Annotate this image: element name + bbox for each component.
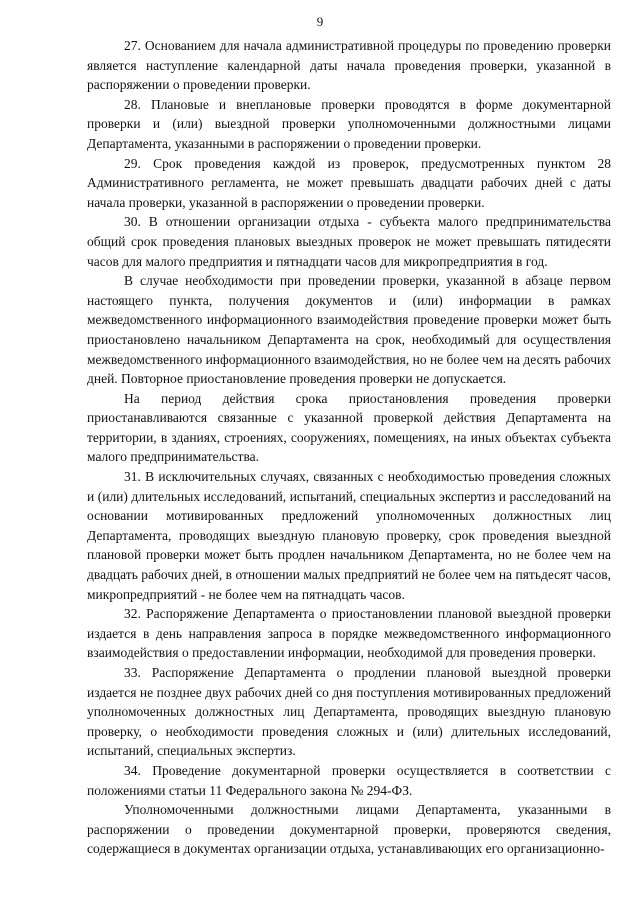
page-number: 9 [316, 14, 324, 29]
paragraph-28: 28. Плановые и внеплановые проверки проводятся в форме документарной проверки и (или) выездной проверки уполномоченными должностными лицами Департамента, указанными в распоряжении о проведении проверки. [87, 96, 611, 151]
document-body [87, 36, 611, 859]
paragraph-33: 33. Распоряжение Департамента о продлении плановой выездной проверки издается не позднее двух рабочих дней со дня поступления мотивированных предложений уполномоченных должностных лиц Департамента, проводящих выездную плановую проверку, о необходимости проведения сложных и (или) длительных исследований, испытаний, специальных экспертиз. [87, 665, 611, 759]
paragraph-34: 34. Проведение документарной проверки осуществляется в соответствии с положениями статьи 11 Федерального закона № 294-ФЗ. [87, 762, 611, 798]
paragraph-32: 32. Распоряжение Департамента о приостановлении плановой выездной проверки издается в день направления запроса в порядке межведомственного информационного взаимодействия о предоставлении информации, необходимой для проведения проверки. [87, 606, 611, 661]
paragraph-30-suspension-period: На период действия срока приостановления проведения проверки приостанавливаются связанные с указанной проверкой действия Департамента на территории, в зданиях, строениях, сооружениях, помещениях, на иных объектах субъекта малого предпринимательства. [87, 390, 611, 465]
paragraph-29: 29. Срок проведения каждой из проверок, предусмотренных пунктом 28 Административного регламента, не может превышать двадцати рабочих дней с даты начала проверки, указанной в распоряжении о проведении проверки. [87, 155, 611, 210]
paragraph-27: 27. Основанием для начала административной процедуры по проведению проверки является наступление календарной даты начала проведения проверки, указанной в распоряжении о проведении проверки. [87, 38, 611, 93]
paragraph-31: 31. В исключительных случаях, связанных с необходимостью проведения сложных и (или) длительных исследований, испытаний, специальных экспертиз и расследований на основании мотивированных предложений уполномоченных должностных лиц Департамента, проводящих выездную плановую проверку, срок проведения выездной плановой проверки может быть продлен начальником Департамента, но не более чем на двадцать рабочих дней, в отношении малых предприятий не более чем на пятьдесят часов, микропредприятий - не более чем на пятнадцать часов. [87, 469, 611, 602]
paragraph-34-officials: Уполномоченными должностными лицами Департамента, указанными в распоряжении о проведении документарной проверки, проверяются сведения, содержащиеся в документах организации отдыха, устанавливающих его организационно- [87, 802, 611, 857]
paragraph-30: 30. В отношении организации отдыха - субъекта малого предпринимательства общий срок проведения плановых выездных проверок не может превышать пятидесяти часов для малого предприятия и пятнадцати часов для микропредприятия в год. [87, 214, 611, 269]
paragraph-30-suspension: В случае необходимости при проведении проверки, указанной в абзаце первом настоящего пункта, получения документов и (или) информации в рамках межведомственного информационного взаимодействия проведение проверки может быть приостановлено начальником Департамента на срок, необходимый для осуществления межведомственного информационного взаимодействия, но не более чем на десять рабочих дней. Повторное приостановление проведения проверки не допускается. [87, 273, 611, 387]
